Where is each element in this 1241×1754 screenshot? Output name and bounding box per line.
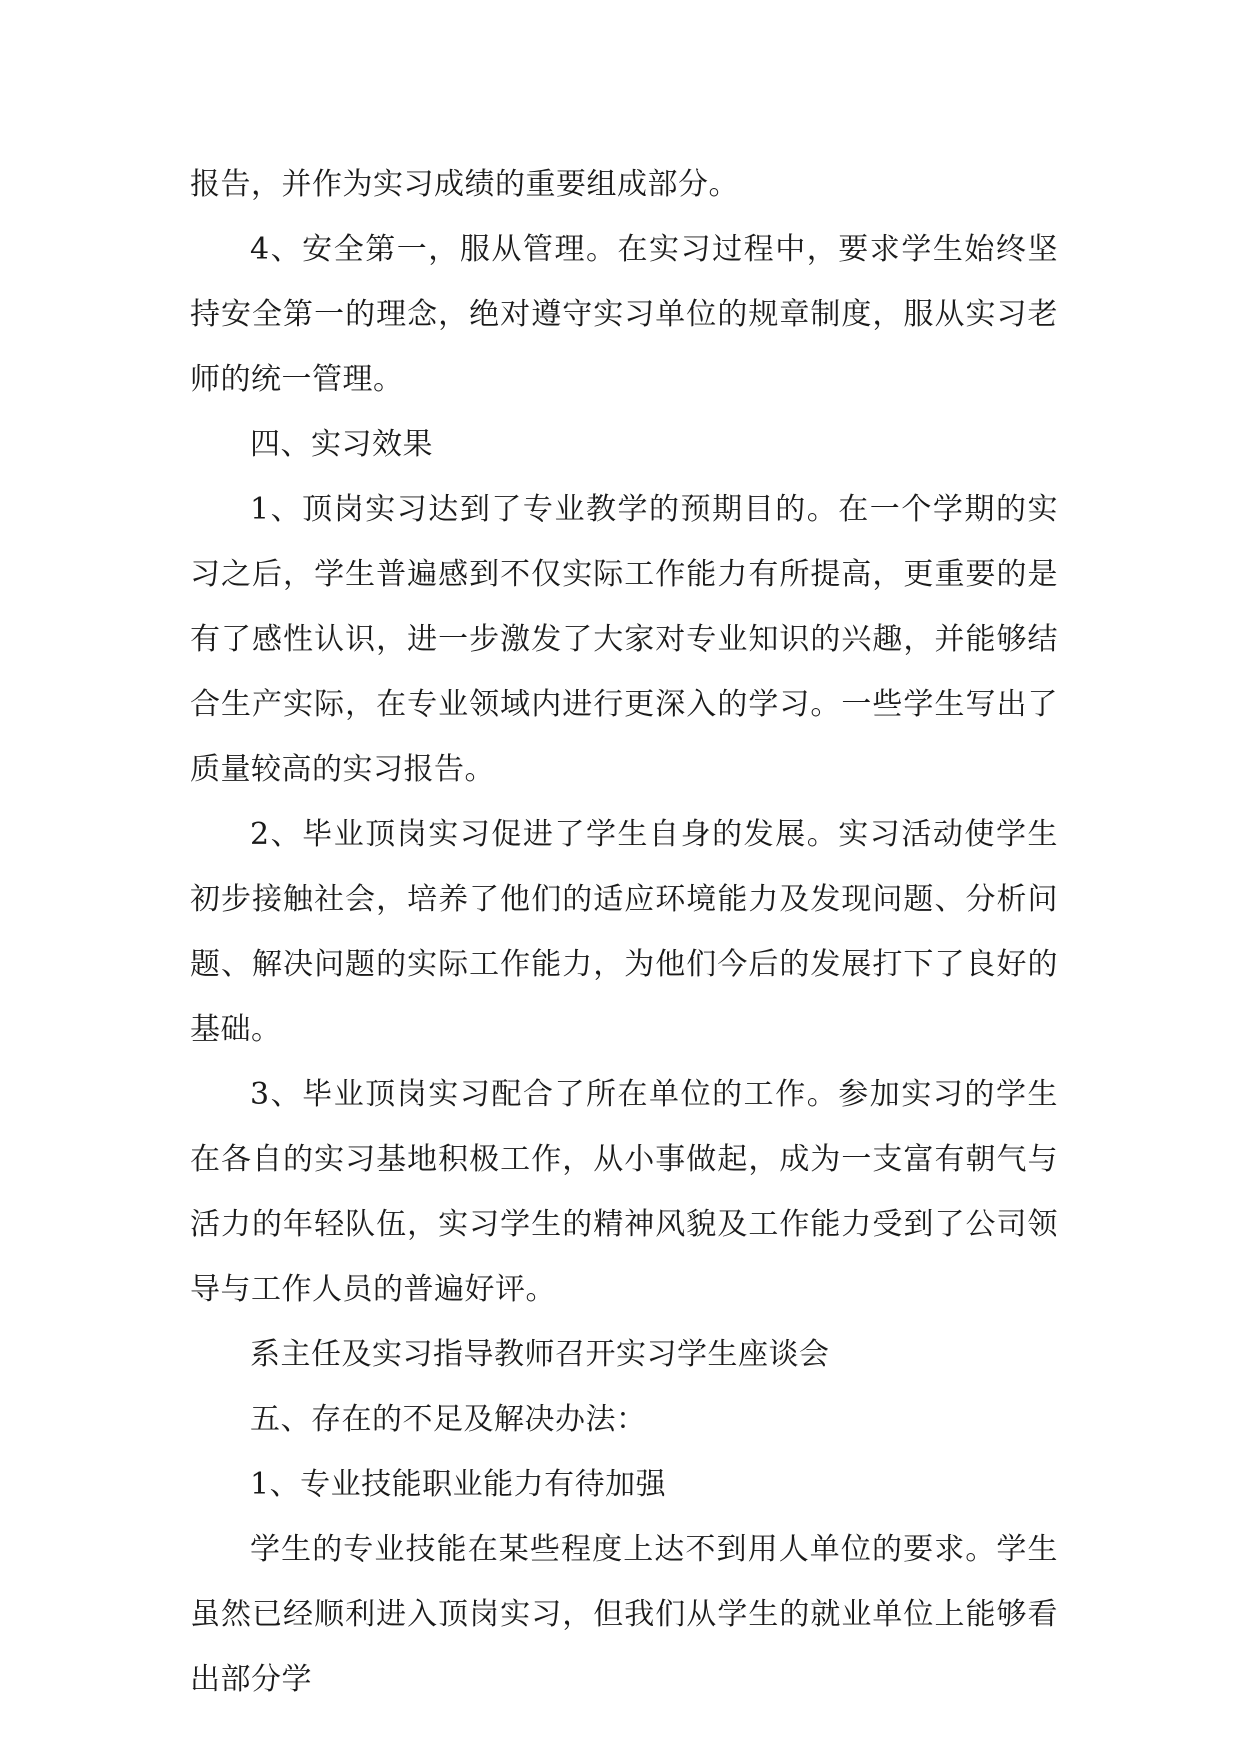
document-body <box>190 152 1058 1712</box>
paragraph-effect-3: 3、毕业顶岗实习配合了所在单位的工作。参加实习的学生在各自的实习基地积极工作，从小事做起，成为一支富有朝气与活力的年轻队伍，实习学生的精神风貌及工作能力受到了公司领导与工作人员的普遍好评。 <box>190 1077 1058 1307</box>
paragraph-effect-2: 2、毕业顶岗实习促进了学生自身的发展。实习活动使学生初步接触社会，培养了他们的适应环境能力及发现问题、分析问题、解决问题的实际工作能力，为他们今后的发展打下了良好的基础。 <box>190 817 1058 1047</box>
paragraph-report-continuation: 报告，并作为实习成绩的重要组成部分。 <box>190 167 739 202</box>
paragraph-skills-detail: 学生的专业技能在某些程度上达不到用人单位的要求。学生虽然已经顺利进入顶岗实习，但我们从学生的就业单位上能够看出部分学 <box>190 1532 1058 1697</box>
section-heading-shortcomings: 五、存在的不足及解决办法： <box>250 1402 647 1437</box>
caption-symposium: 系主任及实习指导教师召开实习学生座谈会 <box>250 1337 830 1372</box>
subheading-skills: 1、专业技能职业能力有待加强 <box>250 1467 667 1502</box>
section-heading-internship-effect: 四、实习效果 <box>250 427 433 462</box>
paragraph-safety-first: 4、安全第一，服从管理。在实习过程中，要求学生始终坚持安全第一的理念，绝对遵守实习单位的规章制度，服从实习老师的统一管理。 <box>190 232 1058 397</box>
paragraph-effect-1: 1、顶岗实习达到了专业教学的预期目的。在一个学期的实习之后，学生普遍感到不仅实际工作能力有所提高，更重要的是有了感性认识，进一步激发了大家对专业知识的兴趣，并能够结合生产实际，在专业领域内进行更深入的学习。一些学生写出了质量较高的实习报告。 <box>190 492 1058 787</box>
